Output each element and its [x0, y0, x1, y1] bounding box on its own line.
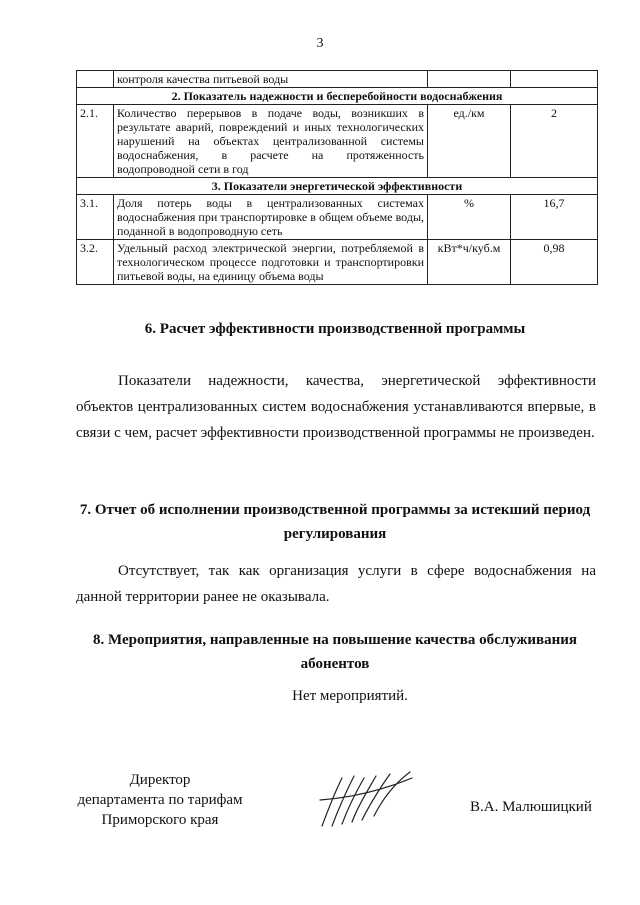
section-7-heading: 7. Отчет об исполнении производственной программы за истекший период регулирования	[79, 502, 591, 542]
table-row	[77, 71, 598, 88]
section-8-text: Нет мероприятий.	[292, 688, 408, 704]
page-number: 3	[316, 36, 324, 51]
row-number: 3.2.	[77, 240, 114, 285]
row-value: 16,7	[511, 195, 598, 240]
section-title: 3. Показатели энергетической эффективности	[77, 178, 598, 195]
row-unit: %	[428, 195, 511, 240]
row-description: Количество перерывов в подаче воды, возникших в результате аварий, повреждений и иных технологических нарушений на объектах централизованной системы водоснабжения, в расчете на протяженность водопроводной сети в год	[114, 105, 428, 178]
row-number: 3.1.	[77, 195, 114, 240]
table-section-row	[77, 88, 598, 105]
row-number	[77, 71, 114, 88]
row-unit: кВт*ч/куб.м	[428, 240, 511, 285]
signer-title-line-3: Приморского края	[101, 812, 219, 828]
row-value: 2	[511, 105, 598, 178]
row-unit	[428, 71, 511, 88]
row-value	[511, 71, 598, 88]
signer-title-line-1: Директор	[129, 772, 191, 788]
section-title: 2. Показатель надежности и бесперебойности водоснабжения	[77, 88, 598, 105]
table-row	[77, 105, 598, 178]
section-6-heading: 6. Расчет эффективности производственной программы	[144, 321, 526, 337]
row-unit: ед./км	[428, 105, 511, 178]
row-description: контроля качества питьевой воды	[114, 71, 428, 88]
signer-title-line-2: департамента по тарифам	[77, 792, 243, 808]
section-8-heading: 8. Мероприятия, направленные на повышение качества обслуживания абонентов	[92, 632, 577, 672]
row-number: 2.1.	[77, 105, 114, 178]
row-description: Доля потерь воды в централизованных системах водоснабжения при транспортировке в общем объеме воды, поданной в водопроводную сеть	[114, 195, 428, 240]
section-6-text: Показатели надежности, качества, энергетической эффективности объектов централизованных систем водоснабжения устанавливаются впервые, в связи с чем, расчет эффективности производственной программы не произведен.	[76, 373, 596, 441]
indicators-table	[76, 70, 598, 285]
handwritten-signature	[318, 770, 414, 830]
table-row	[77, 240, 598, 285]
row-value: 0,98	[511, 240, 598, 285]
row-description: Удельный расход электрической энергии, потребляемой в технологическом процессе подготовки и транспортировки питьевой воды, на единицу объема воды	[114, 240, 428, 285]
table-row	[77, 195, 598, 240]
signer-name: В.А. Малюшицкий	[470, 799, 592, 815]
table-section-row	[77, 178, 598, 195]
section-7-text: Отсутствует, так как организация услуги в сфере водоснабжения на данной территории ранее не оказывала.	[76, 563, 596, 605]
